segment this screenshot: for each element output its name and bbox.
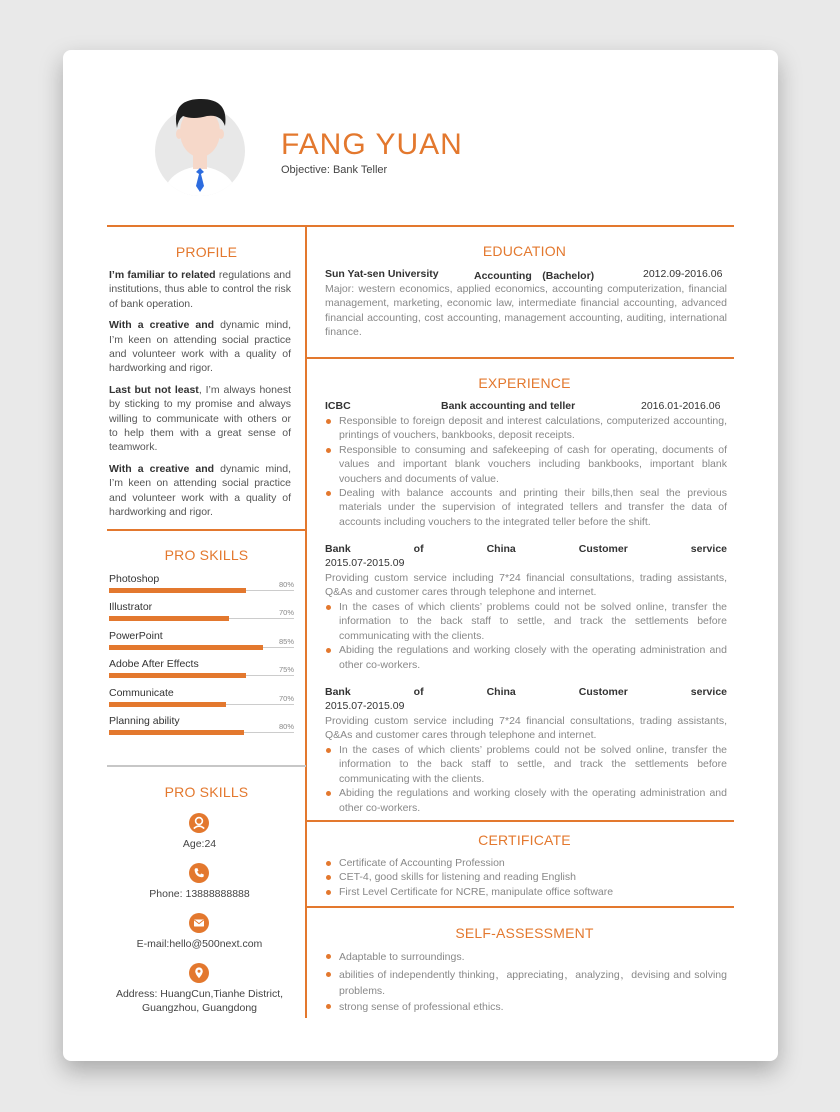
person-icon	[189, 813, 209, 833]
profile-paragraph	[109, 318, 291, 376]
skill-name: Adobe After Effects	[109, 658, 199, 670]
company-name: ICBC	[325, 400, 351, 412]
company-name: Bank of China	[325, 686, 516, 698]
divider-right-experience	[306, 357, 734, 359]
phone: Phone: 13888888888	[149, 888, 250, 900]
skill-row	[109, 630, 294, 656]
profile-emphasis: With a creative and	[109, 319, 215, 332]
list-item: Dealing with balance accounts and printing their bills,then seal the previous materials under the supervision of integrated tellers and transfer the data of accounts including vouchers to the integrated teller before the shift.	[325, 486, 727, 529]
list-item: strong sense of professional ethics.	[325, 999, 727, 1015]
degree: Accounting (Bachelor)	[474, 270, 595, 282]
profile-paragraph	[109, 268, 291, 311]
job-summary: Providing custom service including 7*24 financial consultations, trading assistants, Q&As and customer cares through telephone and internet.	[325, 572, 727, 599]
job-role: Bank accounting and teller	[441, 400, 576, 412]
candidate-name: FANG YUAN	[281, 128, 463, 161]
job-duties	[325, 414, 727, 529]
divider-left-skills	[107, 529, 306, 531]
job-role: Customer service	[578, 543, 727, 555]
email: E-mail:hello@500next.com	[136, 938, 263, 950]
skill-percent: 75%	[278, 665, 294, 674]
self-assessment-title: SELF-ASSESSMENT	[455, 925, 594, 941]
skill-row	[109, 687, 294, 713]
company-name: Bank of China	[325, 543, 516, 555]
profile-body: dynamic mind, I’m keen on attending social practice and volunteer work with a quality of hardworking and rigor.	[109, 319, 291, 375]
list-item: CET-4, good skills for listening and reading English	[325, 870, 727, 884]
self-assessment-list	[325, 949, 727, 1015]
job-role: Customer service	[578, 686, 727, 698]
avatar	[155, 96, 245, 196]
job-dates: 2016.01-2016.06	[641, 400, 721, 412]
skill-name: Photoshop	[109, 573, 160, 585]
list-item: Responsible to consuming and safekeeping of cash for operating, documents of values and important blank vouchers including bankbooks, important blank vouchers and documents of value.	[325, 443, 727, 486]
education-description: Major: western economics, applied economics, accounting computerization, financial management, marketing, economic law, intermediate financial accounting, advanced financial accounting, cost accounting, management accounting, auditing, international finance.	[325, 283, 727, 339]
profile-title: PROFILE	[175, 244, 238, 260]
divider-right-self	[306, 906, 734, 908]
address	[108, 987, 291, 1015]
profile-emphasis: I’m familiar to related	[109, 269, 216, 281]
skill-bar	[109, 673, 246, 678]
job-dates: 2015.07-2015.09	[325, 557, 405, 569]
profile-body: , I’m always honest by sticking to my promise and always willing to communicate with others or to help them with a great sense of teamwork.	[109, 383, 291, 454]
skill-percent: 70%	[278, 694, 294, 703]
school-name: Sun Yat-sen University	[325, 268, 439, 280]
skill-name: Planning ability	[109, 715, 180, 727]
skill-bar	[109, 588, 246, 593]
skill-bar	[109, 702, 226, 707]
list-item: Adaptable to surroundings.	[325, 949, 727, 965]
profile-body: dynamic mind, I’m keen on attending social practice and volunteer work with a quality of hardworking and rigor.	[109, 462, 291, 519]
profile-emphasis: With a creative and	[109, 462, 215, 475]
divider-vertical	[305, 225, 307, 1018]
certificate-title: CERTIFICATE	[478, 832, 571, 848]
job-summary: Providing custom service including 7*24 financial consultations, trading assistants, Q&As and customer cares through telephone and internet.	[325, 715, 727, 742]
skill-bar	[109, 616, 229, 621]
list-item: Responsible to foreign deposit and interest calculations, computerized accounting, printings of vouchers, bankbooks, deposit receipts.	[325, 414, 727, 443]
profile-body: regulations and institutions, thus able to control the risk of bank operation.	[109, 269, 291, 310]
education-title: EDUCATION	[482, 243, 567, 259]
divider-left-contact	[107, 765, 306, 767]
skill-name: Communicate	[109, 687, 174, 699]
profile-emphasis: Last but not least	[109, 383, 199, 396]
list-item: abilities of independently thinking，appreciating，analyzing，devising and solving problems.	[325, 967, 727, 999]
list-item: In the cases of which clients’ problems could not be solved online, transfer the information to the back staff to settle, and track the settlements before communicating with the clients.	[325, 600, 727, 643]
list-item: In the cases of which clients’ problems could not be solved online, transfer the information to the back staff to settle, and track the settlements before communicating with the clients.	[325, 743, 727, 786]
profile-text	[109, 268, 291, 527]
address-line: Guangzhou, Guangdong	[141, 1002, 257, 1014]
skill-row	[109, 601, 294, 627]
skill-percent: 80%	[278, 580, 294, 589]
job-heading	[325, 686, 727, 698]
experience-title: EXPERIENCE	[478, 375, 571, 391]
skill-name: PowerPoint	[109, 630, 163, 642]
divider-top	[107, 225, 734, 227]
skill-row	[109, 573, 294, 599]
skill-percent: 85%	[278, 637, 294, 646]
job-dates: 2015.07-2015.09	[325, 700, 405, 712]
job-heading	[325, 543, 727, 555]
job-duties	[325, 743, 727, 815]
job-duties	[325, 600, 727, 672]
location-icon	[189, 963, 209, 983]
age: Age:24	[182, 838, 217, 850]
divider-right-certificate	[306, 820, 734, 822]
skill-row	[109, 715, 294, 741]
education-dates: 2012.09-2016.06	[643, 268, 723, 280]
objective: Objective: Bank Teller	[281, 164, 388, 176]
list-item: Abiding the regulations and working closely with the operating administration and other co-workers.	[325, 786, 727, 815]
contact-title: PRO SKILLS	[164, 784, 249, 800]
certificate-list	[325, 856, 727, 899]
phone-icon	[189, 863, 209, 883]
skill-percent: 70%	[278, 608, 294, 617]
address-line: Address: HuangCun,Tianhe District,	[115, 988, 284, 1000]
email-icon	[189, 913, 209, 933]
list-item: Certificate of Accounting Profession	[325, 856, 727, 870]
skill-bar	[109, 645, 263, 650]
skill-percent: 80%	[278, 722, 294, 731]
list-item: First Level Certificate for NCRE, manipulate office software	[325, 885, 727, 899]
skills-title: PRO SKILLS	[164, 547, 249, 563]
profile-paragraph	[109, 462, 291, 520]
profile-paragraph	[109, 383, 291, 455]
list-item: Abiding the regulations and working closely with the operating administration and other co-workers.	[325, 643, 727, 672]
skill-name: Illustrator	[109, 601, 153, 613]
skill-bar	[109, 730, 244, 735]
skill-row	[109, 658, 294, 684]
